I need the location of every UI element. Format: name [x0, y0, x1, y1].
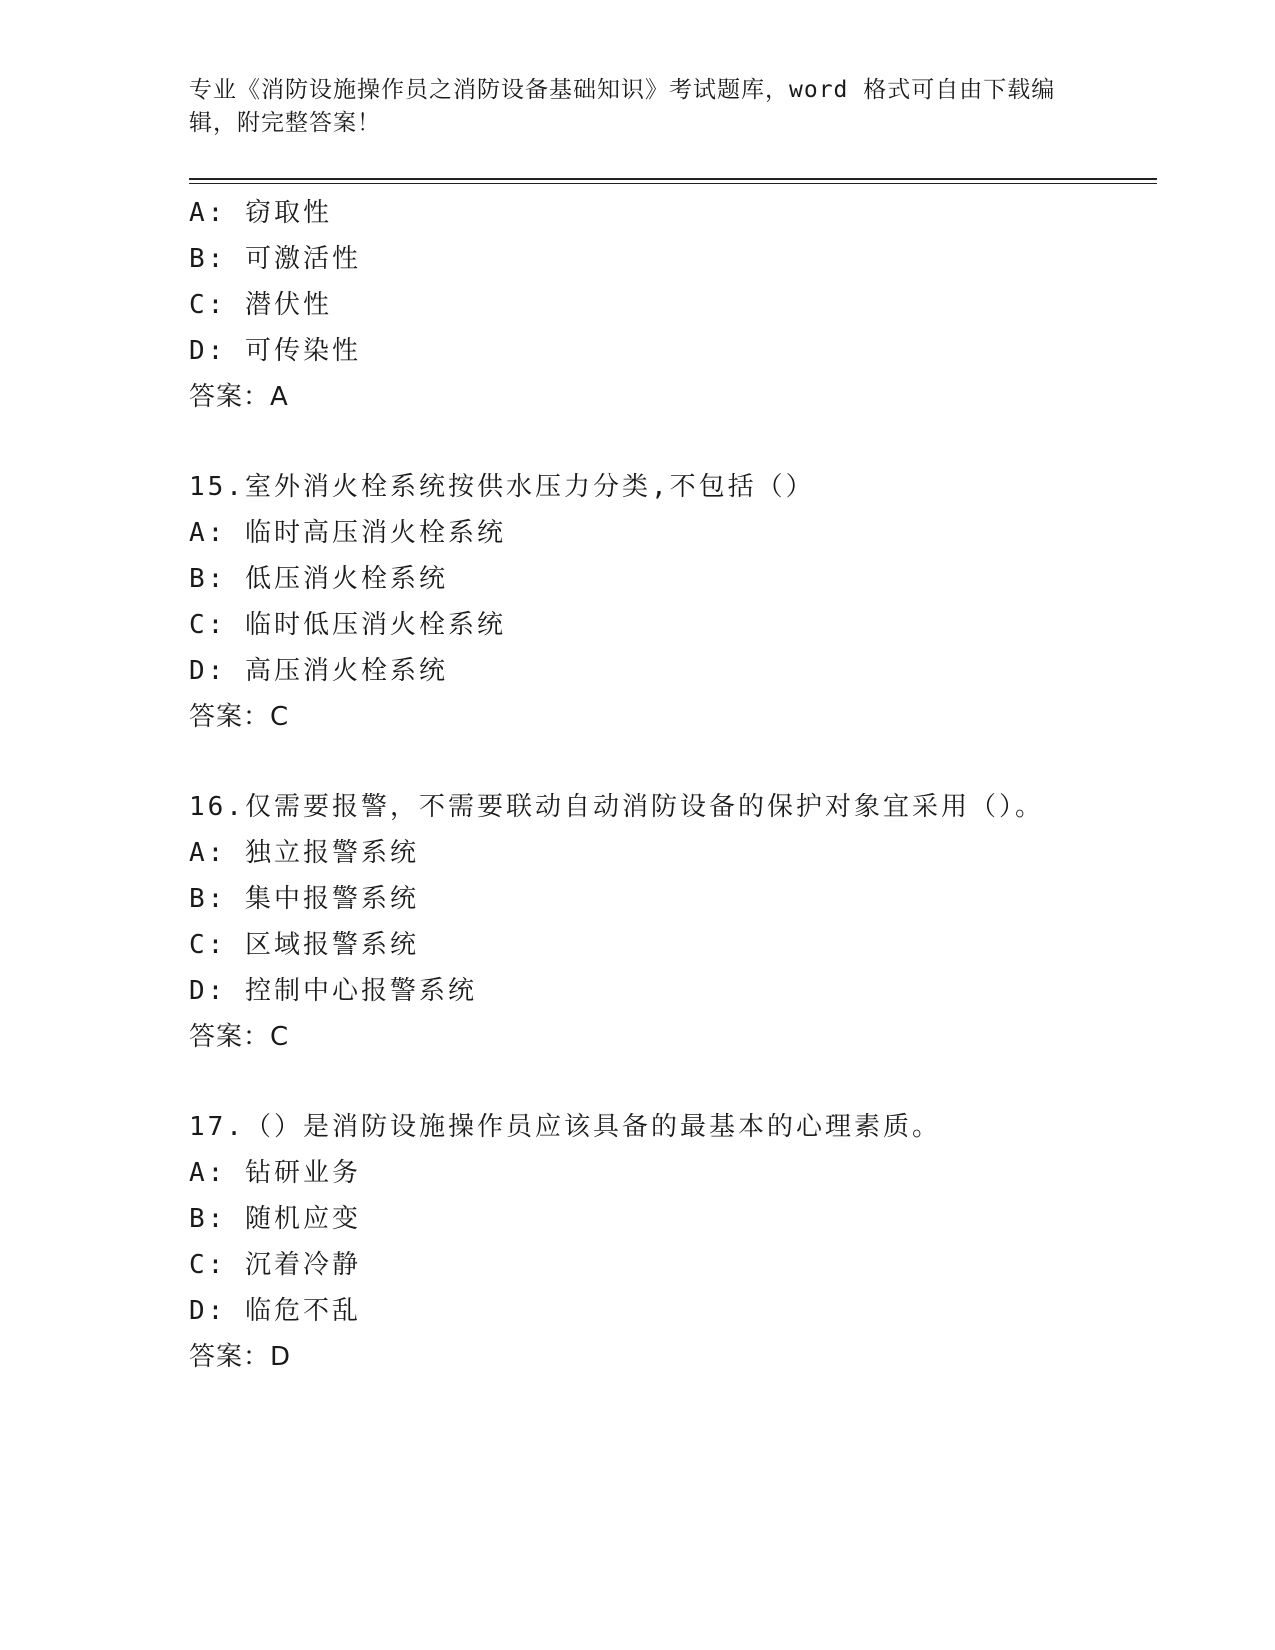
question-stem: 17.（）是消防设施操作员应该具备的最基本的心理素质。: [189, 1112, 941, 1142]
question-list: [189, 190, 1157, 1380]
option-a: A: 窃取性: [189, 198, 332, 228]
option-b: B: 随机应变: [189, 1204, 361, 1234]
document-header: 专业《消防设施操作员之消防设备基础知识》考试题库，word 格式可自由下载编辑，附完整答案！: [189, 77, 1056, 136]
answer: 答案：C: [189, 1022, 290, 1052]
question-16: [189, 784, 1157, 1060]
spacer: [189, 420, 1157, 464]
option-a: A: 临时高压消火栓系统: [189, 518, 506, 548]
question-17: [189, 1104, 1157, 1380]
header-divider-bottom: [189, 183, 1157, 184]
question-15: [189, 464, 1157, 740]
option-d: D: 临危不乱: [189, 1296, 361, 1326]
header-divider-top: [189, 178, 1157, 180]
option-d: D: 控制中心报警系统: [189, 976, 477, 1006]
answer: 答案：A: [189, 382, 289, 412]
option-a: A: 钻研业务: [189, 1158, 361, 1188]
question-stem: 15.室外消火栓系统按供水压力分类,不包括（）: [189, 472, 815, 502]
option-d: D: 可传染性: [189, 336, 361, 366]
spacer: [189, 1060, 1157, 1104]
partial-question: [189, 190, 1157, 420]
answer: 答案：C: [189, 702, 290, 732]
question-stem: 16.仅需要报警，不需要联动自动消防设备的保护对象宜采用（）。: [189, 792, 1044, 822]
option-b: B: 集中报警系统: [189, 884, 419, 914]
option-c: C: 潜伏性: [189, 290, 332, 320]
option-c: C: 临时低压消火栓系统: [189, 610, 506, 640]
option-c: C: 沉着冷静: [189, 1250, 361, 1280]
answer: 答案：D: [189, 1342, 292, 1372]
spacer: [189, 740, 1157, 784]
option-c: C: 区域报警系统: [189, 930, 419, 960]
option-d: D: 高压消火栓系统: [189, 656, 448, 686]
option-b: B: 低压消火栓系统: [189, 564, 448, 594]
option-b: B: 可激活性: [189, 244, 361, 274]
option-a: A: 独立报警系统: [189, 838, 419, 868]
